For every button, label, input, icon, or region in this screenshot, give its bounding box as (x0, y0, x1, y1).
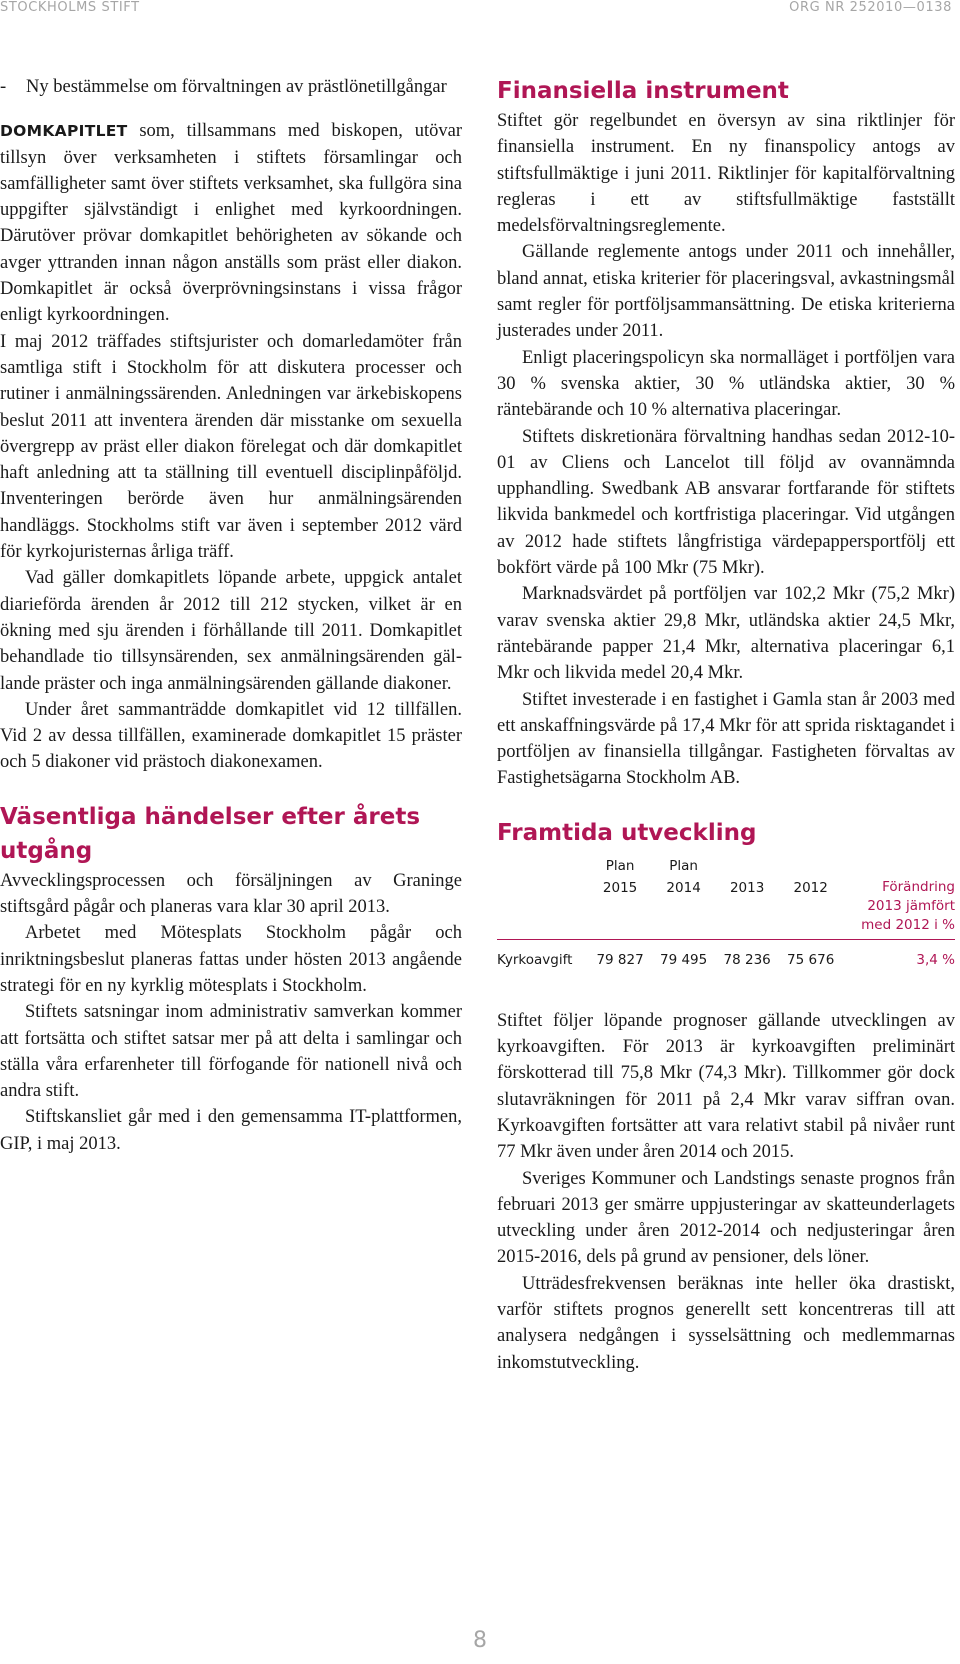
left-column (0, 74, 462, 1157)
change-header-line: med 2012 i % (861, 916, 955, 933)
change-cell: 3,4 % (916, 951, 955, 968)
row-label: Kyrkoavgift (497, 951, 573, 968)
domkapitlet-lead: DOMKAPITLET (0, 122, 128, 141)
header-org-number: ORG NR 252010—0138 (789, 0, 952, 15)
table-blank (779, 856, 843, 877)
section-heading-financial: Finansiella instrument (497, 78, 789, 104)
table-cell: 75 676 (787, 951, 835, 968)
change-header-line: Förändring (882, 878, 955, 895)
paragraph-riktlinjer: Stiftet gör regelbundet en översyn av sina riktlinjer för finansiella instrument. En ny finanspolicy antogs av stiftsfullmäktige i juni 2011. Riktlinjer för kapitalförvaltning regleras i ett av stiftsfullmäktige fastställt medelsförvaltningsreglemente. (497, 111, 955, 237)
table-blank (842, 856, 955, 877)
change-header (842, 877, 955, 940)
paragraph-motesplats: Arbetet med Mötesplats Stockholm pågår och inriktningsbeslut planeras fattas under hösten 2013 angående strategi för en ny kyrklig mötesplats i Stockholm. (0, 923, 462, 996)
page-number: 8 (473, 1628, 487, 1653)
paragraph-arenden: Vad gäller domkapitlets löpande arbete, uppgick antalet diarieförda ärenden år 2012 till 212 stycken, vilket är en ökning med sju ärenden i förhållande till 2011. Domkapitlet behandlade tio tillsynsärenden, sex anmälningsärenden gällande präster och inga anmälningsärenden gällande diakoner. (0, 568, 462, 694)
year-header: 2013 (715, 877, 779, 940)
paragraph-forvaltning: Stiftets diskretionära förvaltning handhas sedan 2012-10-01 av Cliens och Lancelot till följd av ovannämnda upphandling. Swedbank AB ansvarar fortfarande för stiftets likvida bankmedel och kortfristiga placeringar. Vid utgången av 2012 hade stiftets långfristiga värdepappersportfölj ett bokfört värde på 100 Mkr (75 Mkr). (497, 426, 955, 579)
table-cell: 78 236 (723, 951, 771, 968)
dash-list-item (0, 74, 462, 100)
year-header: 2015 (588, 877, 652, 940)
paragraph-sammantraden: Under året sammanträdde domkapitlet vid 12 tillfällen. Vid 2 av dessa tillfällen, examinerade domkapitlet 15 präster och 5 diakoner vid prästoch diakonexamen. (0, 699, 462, 773)
domkapitlet-paragraph (0, 118, 462, 328)
paragraph-marknadsvarde: Marknadsvärdet på portföljen var 102,2 Mkr (75,2 Mkr) varav svenska aktier 29,8 Mkr, utländska aktier 24,5 Mkr, räntebärande papper 21,4 Mkr, alternativa placeringar 6,1 Mkr och likvida medel 20,4 Mkr. (497, 584, 955, 684)
change-header-line: 2013 jämfört (867, 897, 955, 914)
forecast-table (497, 856, 955, 974)
paragraph-skl-prognos: Sveriges Kommuner och Landstings senaste prognos från februari 2013 ger smärre uppjusteringar av skatteunderlagets utveckling under åren 2012-2014 och nedjusteringar åren 2015-2016, dels på grund av pensioner, dels löner. (497, 1168, 955, 1268)
header-organization: STOCKHOLMS STIFT (0, 0, 140, 15)
paragraph-samverkan: Stiftets satsningar inom administrativ samverkan kommer att fortsätta och stiftet satsar mer på att delta i samlingar och ställa våra erfarenheter till förfogande för nationell nivå och andra stift. (0, 1002, 462, 1102)
paragraph-reglemente: Gällande reglemente antogs under 2011 och innehåller, bland annat, etiska kriterier för placeringsval, avkastningsmål samt regler för portföljsammansättning. De etiska kriterierna justerades under 2011. (497, 242, 955, 342)
section-heading-events: Väsentliga händelser efter årets utgång (0, 803, 421, 864)
plan-label-2015: Plan (605, 857, 635, 874)
plan-label-2014: Plan (669, 857, 698, 874)
year-header: 2014 (652, 877, 716, 940)
right-column (497, 74, 955, 1376)
section-heading-future: Framtida utveckling (497, 819, 757, 846)
paragraph-placeringspolicy: Enligt placeringspolicyn ska normalläget i portföljen vara 30 % svenska aktier, 30 % utländska aktier, 30 % räntebärande och 10 % alternativa placeringar. (497, 347, 955, 421)
paragraph-jurister: I maj 2012 träffades stiftsjurister och domarledamöter från samtliga stift i Stockholm för att diskutera processer och rutiner i anmälningssärenden. Anledningen var ärkebiskopens beslut 2011 att inventera ärenden där misstanke om sexuella övergrepp av präst eller diakon förelegat och där domkapitlet haft anledning att ta ställning till eventuell disciplinpåföljd. Inventeringen berörde även hur anmälningsärenden handläggs. Stockholms stift var även i september 2012 värd för kyrkojuristernas årliga träff. (0, 331, 462, 563)
spacer (0, 100, 462, 118)
spacer (497, 974, 955, 1008)
paragraph-gip: Stiftskansliet går med i den gemensamma IT-plattformen, GIP, i maj 2013. (0, 1107, 462, 1154)
domkapitlet-text: som, tillsammans med biskopen, utövar tillsyn över verksamheten i stiftets församlingar och samfälligheter samt över stiftets verksamhet, ska fullgöra sina uppgifter självständigt i enlighet med kyrkoordningen. Därutöver prövar domkapitlet behörigheten av sökande och avger yttranden innan någon anställs som präst eller diakon. Domkapitlet är också överprövningsinstans i vissa frågor enligt kyrkoordningen. (0, 121, 462, 326)
table-corner (497, 856, 588, 877)
paragraph-kyrkoavgift: Stiftet följer löpande prognoser gällande utvecklingen av kyrkoavgiften. För 2013 är kyrkoavgiften preliminärt förskotterad till 75,8 Mkr (74,3 Mkr). Tillkommer gör dock slutavräkningen för 2011 på 2,4 Mkr varav siffran ovan. Kyrkoavgiften fortsätter att vara relativt stabil på nivåer runt 77 Mkr även under åren 2014 och 2015. (497, 1010, 955, 1163)
paragraph-fastighet: Stiftet investerade i en fastighet i Gamla stan år 2003 med ett anskaffningsvärde på 17,4 Mkr för att sprida risktagandet i portföljen av finansiella tillgångar. Fastigheten förvaltas av Fastighetsägarna Stockholm AB. (497, 689, 955, 789)
table-cell: 79 827 (596, 951, 644, 968)
table-cell: 79 495 (659, 951, 708, 968)
table-row (497, 939, 955, 974)
table-blank (715, 856, 779, 877)
dash-item-text: Ny bestämmelse om förvaltningen av prästlönetillgångar (26, 77, 447, 97)
running-header (0, 0, 960, 22)
dash-bullet: - (0, 77, 7, 97)
year-header: 2012 (779, 877, 843, 940)
table-corner (497, 877, 588, 940)
paragraph-graninge: Avvecklingsprocessen och försäljningen av Graninge stiftsgård pågår och planeras vara klar 30 april 2013. (0, 870, 462, 918)
paragraph-uttradesfrekvens: Utträdesfrekvensen beräknas inte heller öka drastiskt, varför stiftets prognos generellt sett koncentreras till att analysera nedgången i sysselsättning och medlemmarnas inkomstutveckling. (497, 1273, 955, 1373)
